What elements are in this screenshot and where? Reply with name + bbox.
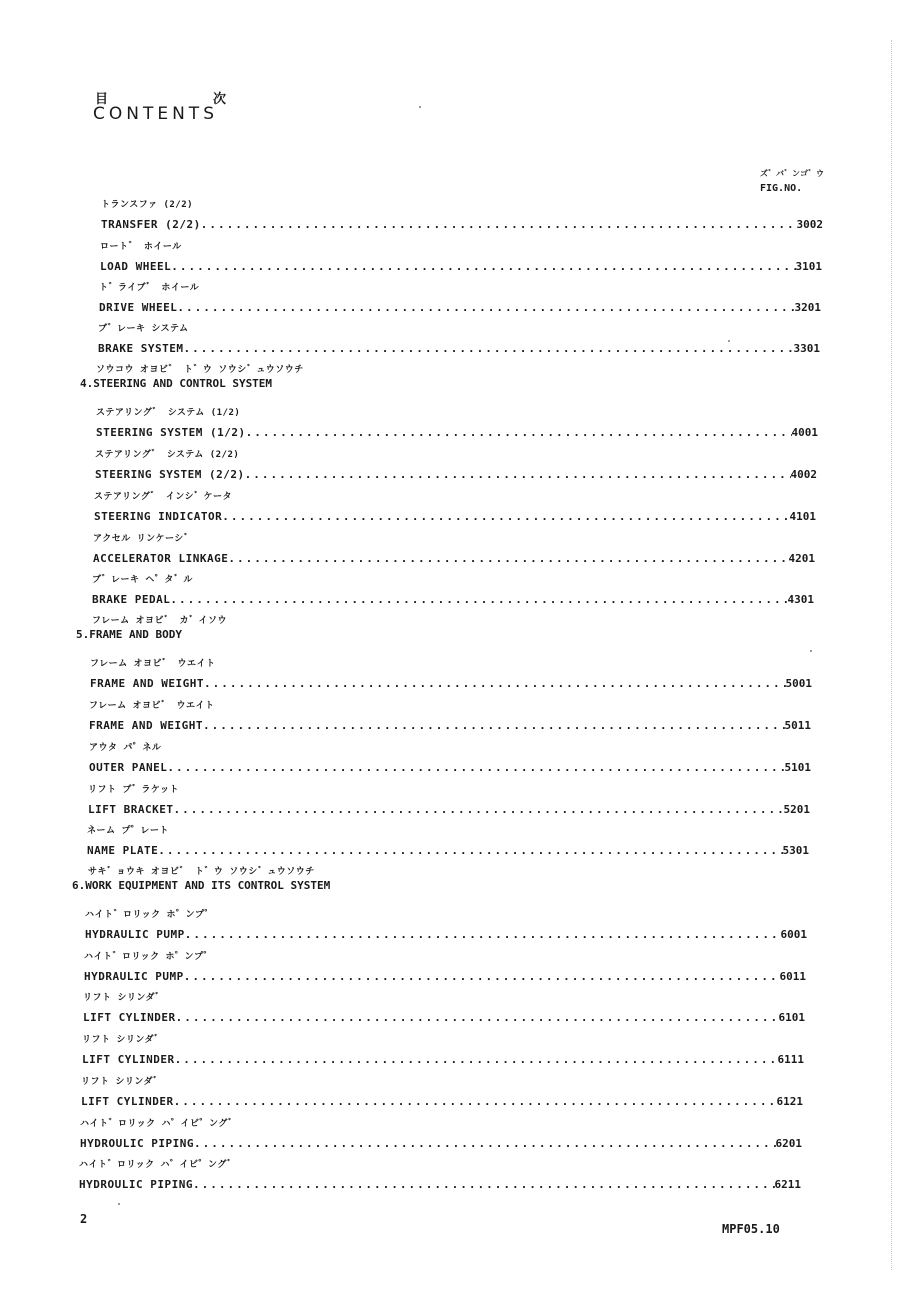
toc-entry-kana: ステアリング゛ インシ゛ケータ	[94, 492, 232, 502]
toc-entry-kana: ステアリング゛ システム (2/2)	[95, 450, 240, 460]
toc-entry-fig: 4201	[788, 552, 815, 565]
toc-entry-fig: 4001	[791, 426, 818, 439]
dot-leader	[177, 301, 794, 315]
toc-entry-fig: 3201	[794, 301, 821, 314]
toc-entry-kana: ブ゛レーキ システム	[98, 324, 189, 334]
toc-entry-kana: フレーム オヨビ゛ ウエイト	[89, 701, 215, 711]
fig-number-header	[760, 166, 824, 196]
section-heading	[72, 865, 330, 893]
section-title: 6.WORK EQUIPMENT AND ITS CONTROL SYSTEM	[72, 879, 331, 892]
toc-entry-kana: ブ゛レーキ ヘ゜タ゛ル	[92, 575, 193, 585]
toc-entry-fig: 3301	[793, 342, 820, 355]
toc-entry-fig: 5201	[783, 803, 810, 816]
document-code: MPF05.10	[722, 1222, 780, 1236]
scan-speck	[419, 106, 421, 108]
toc-entry[interactable]	[81, 1075, 803, 1109]
dot-leader	[170, 593, 787, 607]
fig-header-label: FIG.NO.	[760, 183, 803, 194]
toc-entry-label: HYDRAULIC PUMP	[84, 970, 184, 983]
toc-entry-kana: リフト シリンダ゛	[83, 993, 165, 1003]
page-title: CONTENTS	[93, 104, 218, 124]
toc-entry-label: LIFT CYLINDER	[82, 1053, 175, 1066]
dot-leader	[175, 1053, 778, 1067]
toc-entry-kana: ロート゛ ホイール	[100, 242, 182, 252]
toc-entry-fig: 5011	[784, 719, 811, 732]
toc-entry-fig: 3002	[796, 218, 823, 231]
toc-entry-kana: ハイト゛ロリック ホ゜ンプ゜	[85, 910, 215, 920]
toc-entry-kana: ハイト゛ロリック ハ゜イビ゜ング゛	[79, 1160, 237, 1170]
toc-entry[interactable]	[96, 406, 818, 440]
toc-entry-fig: 6201	[775, 1137, 802, 1150]
dot-leader	[246, 426, 792, 440]
title-kanji-left: 目	[95, 92, 109, 107]
dot-leader	[174, 1095, 777, 1109]
toc-entry-fig: 4301	[787, 593, 814, 606]
toc-entry[interactable]	[98, 322, 820, 356]
dot-leader	[201, 218, 797, 232]
toc-entry-label: ACCELERATOR LINKAGE	[93, 552, 229, 565]
toc-entry-fig: 5301	[782, 844, 809, 857]
toc-entry-label: STEERING SYSTEM (2/2)	[95, 468, 245, 481]
toc-entry-kana: リフト シリンダ゛	[81, 1077, 163, 1087]
toc-entry-kana: アクセル リンケーシ゛	[93, 534, 194, 544]
toc-entry-label: HYDROULIC PIPING	[80, 1137, 194, 1150]
toc-entry-label: STEERING INDICATOR	[94, 510, 223, 523]
toc-entry[interactable]	[93, 532, 815, 566]
toc-entry[interactable]	[92, 573, 814, 607]
dot-leader	[184, 970, 780, 984]
section-kana: フレーム オヨビ゛ カ゛イソウ	[92, 616, 227, 626]
toc-entry[interactable]	[80, 1117, 802, 1151]
toc-entry-fig: 6121	[776, 1095, 803, 1108]
toc-entry-fig: 6001	[780, 928, 807, 941]
fig-header-kana: ズ゛バ゛ンゴ゛ウ	[760, 169, 824, 178]
scan-edge-line	[891, 40, 893, 1270]
scan-speck	[728, 340, 730, 342]
toc-entry[interactable]	[95, 448, 817, 482]
toc-entry-label: HYDRAULIC PUMP	[85, 928, 185, 941]
toc-entry[interactable]	[85, 908, 807, 942]
toc-entry-fig: 4101	[789, 510, 816, 523]
toc-entry[interactable]	[101, 198, 823, 232]
toc-entry-kana: ハイト゛ロリック ホ゜ンプ゜	[84, 952, 214, 962]
toc-entry-kana: ネーム プ゜レート	[87, 826, 169, 836]
section-heading	[76, 614, 227, 642]
dot-leader	[204, 677, 786, 691]
toc-entry-fig: 5101	[784, 761, 811, 774]
toc-entry-fig: 5001	[785, 677, 812, 690]
dot-leader	[183, 342, 793, 356]
page-number: 2	[80, 1212, 88, 1226]
toc-entry[interactable]	[99, 281, 821, 315]
toc-entry-label: TRANSFER (2/2)	[101, 218, 201, 231]
toc-entry-kana: トランスファ (2/2)	[101, 200, 194, 210]
toc-entry-kana: ステアリング゛ システム (1/2)	[96, 408, 241, 418]
scan-speck	[118, 1203, 120, 1205]
toc-entry-label: HYDROULIC PIPING	[79, 1178, 193, 1191]
dot-leader	[173, 803, 783, 817]
toc-entry-label: NAME PLATE	[87, 844, 159, 857]
toc-entry-label: OUTER PANEL	[89, 761, 168, 774]
toc-entry[interactable]	[79, 1158, 801, 1192]
toc-entry-label: LIFT CYLINDER	[81, 1095, 174, 1108]
toc-entry-label: FRAME AND WEIGHT	[89, 719, 203, 732]
title-kanji-right: 次	[213, 92, 227, 107]
dot-leader	[171, 260, 795, 274]
toc-entry-label: DRIVE WHEEL	[99, 301, 178, 314]
toc-entry-fig: 6111	[777, 1053, 804, 1066]
toc-entry-label: LOAD WHEEL	[100, 260, 172, 273]
toc-entry-kana: リフト シリンダ゛	[82, 1035, 164, 1045]
dot-leader	[228, 552, 788, 566]
toc-entry-fig: 6211	[774, 1178, 801, 1191]
toc-entry[interactable]	[83, 991, 805, 1025]
title-block	[93, 88, 233, 124]
toc-entry-label: FRAME AND WEIGHT	[90, 677, 204, 690]
toc-entry-fig: 6101	[778, 1011, 805, 1024]
toc-entry-fig: 3101	[795, 260, 822, 273]
section-title: 5.FRAME AND BODY	[76, 628, 182, 641]
scan-speck	[810, 650, 812, 652]
dot-leader	[203, 719, 785, 733]
toc-entry-kana: ト゛ライブ゛ ホイール	[99, 283, 200, 293]
toc-entry-label: LIFT CYLINDER	[83, 1011, 176, 1024]
dot-leader	[193, 1178, 775, 1192]
dot-leader	[158, 844, 782, 858]
toc-entry[interactable]	[82, 1033, 804, 1067]
toc-entry-kana: アウタ パ゜ネル	[89, 743, 162, 753]
title-kanji	[93, 88, 233, 107]
dot-leader	[194, 1137, 776, 1151]
toc-entry-label: LIFT BRACKET	[88, 803, 174, 816]
dot-leader	[222, 510, 789, 524]
dot-leader	[167, 761, 784, 775]
toc-entry-label: BRAKE SYSTEM	[98, 342, 184, 355]
toc-entry[interactable]	[89, 741, 811, 775]
section-title: 4.STEERING AND CONTROL SYSTEM	[80, 377, 273, 390]
toc-entry[interactable]	[88, 783, 810, 817]
toc-entry-fig: 6011	[779, 970, 806, 983]
section-kana: ソウコウ オヨビ゛ ト゛ウ ソウシ゛ュウソウチ	[96, 365, 304, 375]
toc-entry[interactable]	[94, 490, 816, 524]
toc-entry-kana: ハイト゛ロリック ハ゜イビ゜ング゛	[80, 1119, 238, 1129]
dot-leader	[185, 928, 781, 942]
section-heading	[80, 363, 304, 391]
toc-entry-label: STEERING SYSTEM (1/2)	[96, 426, 246, 439]
dot-leader	[176, 1011, 779, 1025]
section-kana: サキ゛ョウキ オヨビ゛ ト゛ウ ソウシ゛ュウソウチ	[88, 867, 315, 877]
toc-entry[interactable]	[90, 657, 812, 691]
toc-entry-fig: 4002	[790, 468, 817, 481]
dot-leader	[245, 468, 791, 482]
toc-entry[interactable]	[87, 824, 809, 858]
toc-entry-kana: リフト ブ゛ラケット	[88, 785, 179, 795]
toc-entry[interactable]	[100, 240, 822, 274]
toc-entry[interactable]	[89, 699, 811, 733]
toc-entry[interactable]	[84, 950, 806, 984]
toc-entry-label: BRAKE PEDAL	[92, 593, 171, 606]
toc-entry-kana: フレーム オヨビ゛ ウエイト	[90, 659, 216, 669]
